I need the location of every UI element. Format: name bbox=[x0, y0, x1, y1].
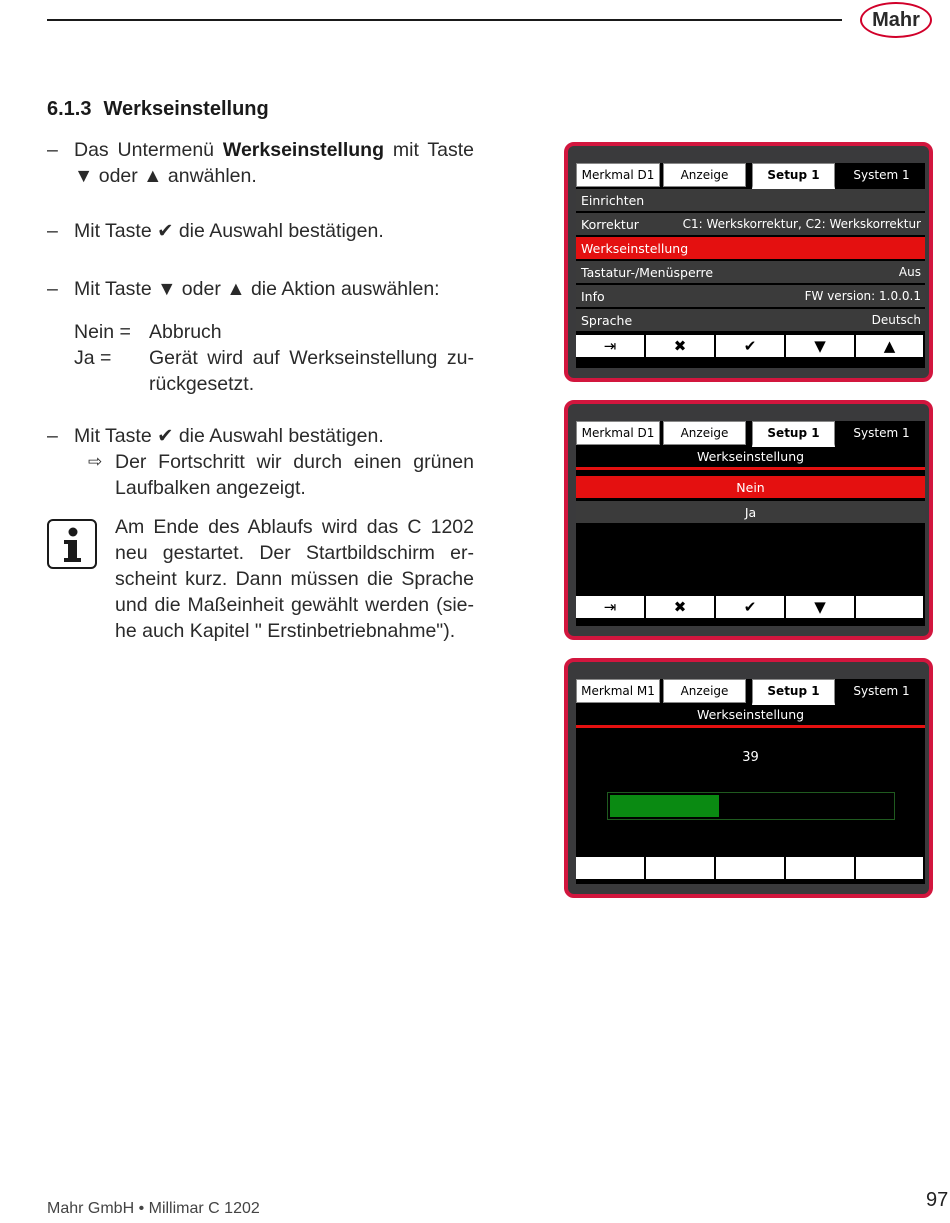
progress-bar bbox=[607, 792, 895, 820]
device-screen-progress bbox=[564, 658, 933, 898]
empty-softkey[interactable] bbox=[646, 857, 714, 879]
empty-softkey[interactable] bbox=[856, 596, 923, 618]
header-rule bbox=[47, 19, 842, 21]
menu-item-werkseinstellung[interactable]: Werkseinstellung bbox=[576, 237, 925, 259]
tab-merkmal[interactable]: Merkmal D1 bbox=[576, 163, 660, 187]
screen-title: Werkseinstellung bbox=[576, 445, 925, 470]
tab-merkmal[interactable]: Merkmal D1 bbox=[576, 421, 660, 445]
exit-button[interactable] bbox=[576, 335, 644, 357]
empty-softkey[interactable] bbox=[716, 857, 784, 879]
definition-desc: Gerät wird auf Werkseinstellung zu-rückgesetzt. bbox=[149, 347, 474, 395]
tab-system[interactable]: System 1 bbox=[838, 679, 925, 703]
list-dash: – bbox=[47, 139, 58, 161]
step-1-pre: Das Untermenü bbox=[74, 139, 223, 161]
cancel-button[interactable] bbox=[646, 335, 714, 357]
step-3 bbox=[47, 276, 474, 302]
definition-term: Nein = bbox=[74, 321, 131, 343]
section-number: 6.1.3 bbox=[47, 98, 92, 120]
step-1-bold: Werkseinstellung bbox=[222, 139, 384, 161]
definition-list bbox=[74, 319, 474, 397]
check-icon: ✔ bbox=[743, 598, 757, 616]
empty-softkey[interactable] bbox=[786, 857, 854, 879]
tab-system[interactable]: System 1 bbox=[838, 163, 925, 187]
close-icon: ✖ bbox=[673, 598, 687, 616]
tab-setup[interactable]: Setup 1 bbox=[752, 421, 835, 447]
softkey-bar bbox=[576, 335, 925, 357]
tab-anzeige[interactable]: Anzeige bbox=[663, 421, 746, 445]
info-icon bbox=[47, 519, 97, 569]
arrow-down-icon: ▼ bbox=[814, 598, 826, 616]
footer-text: Mahr GmbH • Millimar C 1202 bbox=[47, 1200, 260, 1217]
tab-setup[interactable]: Setup 1 bbox=[752, 163, 835, 189]
softkey-bar bbox=[576, 596, 925, 618]
definition-row bbox=[74, 319, 474, 345]
screen-spacer bbox=[576, 523, 925, 592]
lcd-screen bbox=[576, 421, 925, 626]
list-dash: – bbox=[47, 220, 58, 242]
close-icon: ✖ bbox=[673, 337, 687, 355]
lcd-screen bbox=[576, 679, 925, 884]
step-2 bbox=[47, 218, 474, 244]
section-title bbox=[47, 98, 269, 121]
option-nein[interactable]: Nein bbox=[576, 476, 925, 498]
step-3-text: Mit Taste ▼ oder ▲ die Aktion auswählen: bbox=[74, 278, 440, 300]
step-2-text: Mit Taste ✔ die Auswahl bestätigen. bbox=[74, 220, 384, 242]
tab-bar bbox=[576, 163, 925, 187]
confirm-button[interactable] bbox=[716, 596, 784, 618]
step-4 bbox=[47, 423, 474, 449]
tab-system[interactable]: System 1 bbox=[838, 421, 925, 445]
empty-softkey[interactable] bbox=[576, 857, 644, 879]
step-1-post: mit Taste ▼ oder ▲ anwählen. bbox=[74, 139, 474, 187]
arrow-up-icon: ▲ bbox=[883, 337, 896, 355]
tab-bar bbox=[576, 421, 925, 445]
progress-value: 39 bbox=[742, 750, 759, 765]
definition-desc: Abbruch bbox=[149, 321, 222, 343]
empty-softkey[interactable] bbox=[856, 857, 923, 879]
menu-item-info[interactable]: Info FW version: 1.0.0.1 bbox=[576, 285, 925, 307]
list-dash: – bbox=[47, 425, 58, 447]
cancel-button[interactable] bbox=[646, 596, 714, 618]
definition-term: Ja = bbox=[74, 347, 112, 369]
screen-title: Werkseinstellung bbox=[576, 703, 925, 728]
tab-merkmal[interactable]: Merkmal M1 bbox=[576, 679, 660, 703]
exit-icon: ⇥ bbox=[603, 337, 617, 355]
result-note bbox=[88, 449, 474, 501]
tab-anzeige[interactable]: Anzeige bbox=[663, 163, 746, 187]
list-dash: – bbox=[47, 278, 58, 300]
definition-row bbox=[74, 345, 474, 397]
menu-item-korrektur[interactable]: Korrektur C1: Werkskorrektur, C2: Werkskorrektur bbox=[576, 213, 925, 235]
device-screen-confirm bbox=[564, 400, 933, 640]
result-text: Der Fortschritt wir durch einen grünen Laufbalken angezeigt. bbox=[115, 451, 474, 499]
option-ja[interactable]: Ja bbox=[576, 501, 925, 523]
mahr-logo: Mahr bbox=[860, 2, 932, 38]
softkey-bar bbox=[576, 857, 925, 879]
up-button[interactable] bbox=[856, 335, 923, 357]
result-arrow-icon: ⇨ bbox=[88, 452, 103, 471]
step-1 bbox=[47, 137, 474, 189]
device-screen-menu bbox=[564, 142, 933, 382]
menu-item-tastatursperre[interactable]: Tastatur-/Menüsperre Aus bbox=[576, 261, 925, 283]
down-button[interactable] bbox=[786, 596, 854, 618]
screen-spacer bbox=[576, 820, 925, 853]
progress-fill bbox=[610, 795, 720, 817]
tab-anzeige[interactable]: Anzeige bbox=[663, 679, 746, 703]
exit-icon: ⇥ bbox=[603, 598, 617, 616]
tab-setup[interactable]: Setup 1 bbox=[752, 679, 835, 705]
lcd-screen bbox=[576, 163, 925, 368]
tab-bar bbox=[576, 679, 925, 703]
section-heading: Werkseinstellung bbox=[103, 98, 269, 120]
menu-item-sprache[interactable]: Sprache Deutsch bbox=[576, 309, 925, 331]
menu-item-einrichten[interactable]: Einrichten bbox=[576, 189, 925, 211]
exit-button[interactable] bbox=[576, 596, 644, 618]
info-text: Am Ende des Ablaufs wird das C 1202 neu gestartet. Der Startbildschirm er-scheint kurz. Dann müssen die Sprache und die Maßeinheit gewählt werden (sie-he auch Kapitel " Erstinbetriebnahme"). bbox=[115, 516, 474, 642]
arrow-down-icon: ▼ bbox=[814, 337, 826, 355]
page-number: 97 bbox=[926, 1189, 949, 1211]
confirm-button[interactable] bbox=[716, 335, 784, 357]
step-4-text: Mit Taste ✔ die Auswahl bestätigen. bbox=[74, 425, 384, 447]
check-icon: ✔ bbox=[743, 337, 757, 355]
down-button[interactable] bbox=[786, 335, 854, 357]
